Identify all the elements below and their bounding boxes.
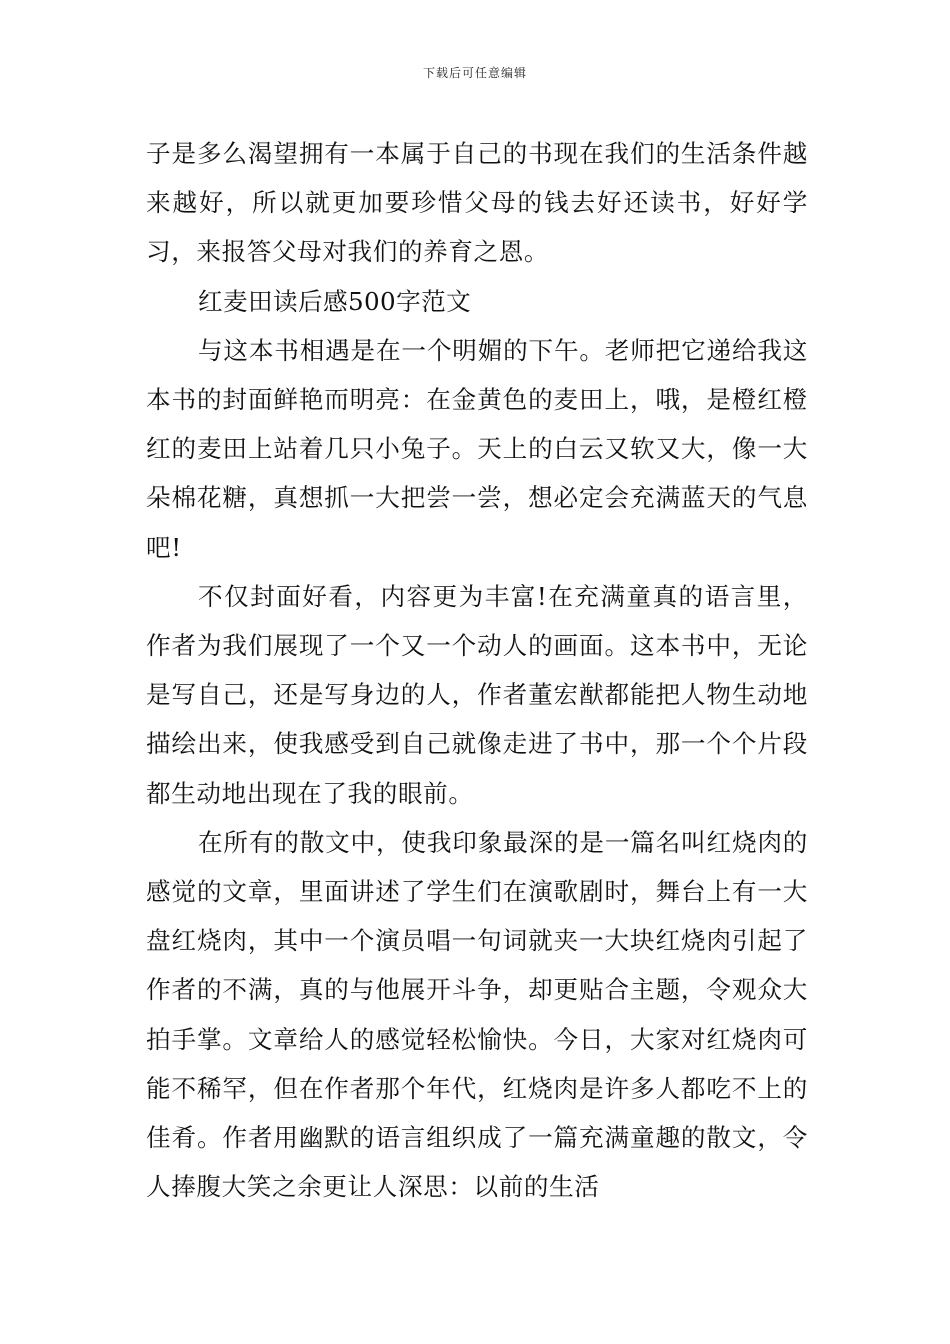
paragraph-2: 不仅封面好看，内容更为丰富!在充满童真的语言里，作者为我们展现了一个又一个动人的画面。这本书中，无论是写自己，还是写身边的人，作者董宏猷都能把人物生动地描绘出来，使我感受到自己就像走进了书中，那一个个片段都生动地出现在了我的眼前。 (146, 581, 808, 808)
paragraph-1: 与这本书相遇是在一个明媚的下午。老师把它递给我这本书的封面鲜艳而明亮：在金黄色的麦田上，哦，是橙红橙红的麦田上站着几只小兔子。天上的白云又软又大，像一大朵棉花糖，真想抓一大把尝一尝，想必定会充满蓝天的气息吧! (146, 335, 808, 562)
page-header: 下载后可任意编辑 (422, 66, 527, 80)
paragraph-3: 在所有的散文中，使我印象最深的是一篇名叫红烧肉的感觉的文章，里面讲述了学生们在演歌剧时，舞台上有一大盘红烧肉，其中一个演员唱一句词就夹一大块红烧肉引起了作者的不满，真的与他展开斗争，却更贴合主题，令观众大拍手掌。文章给人的感觉轻松愉快。今日，大家对红烧肉可能不稀罕，但在作者那个年代，红烧肉是许多人都吃不上的佳肴。作者用幽默的语言组织成了一篇充满童趣的散文，令人捧腹大笑之余更让人深思：以前的生活 (146, 827, 808, 1202)
section-title: 红麦田读后感500字范文 (198, 286, 472, 316)
intro-paragraph: 子是多么渴望拥有一本属于自己的书现在我们的生活条件越来越好，所以就更加要珍惜父母的钱去好还读书，好好学习，来报答父母对我们的养育之恩。 (146, 139, 808, 267)
document-body (146, 129, 808, 1211)
